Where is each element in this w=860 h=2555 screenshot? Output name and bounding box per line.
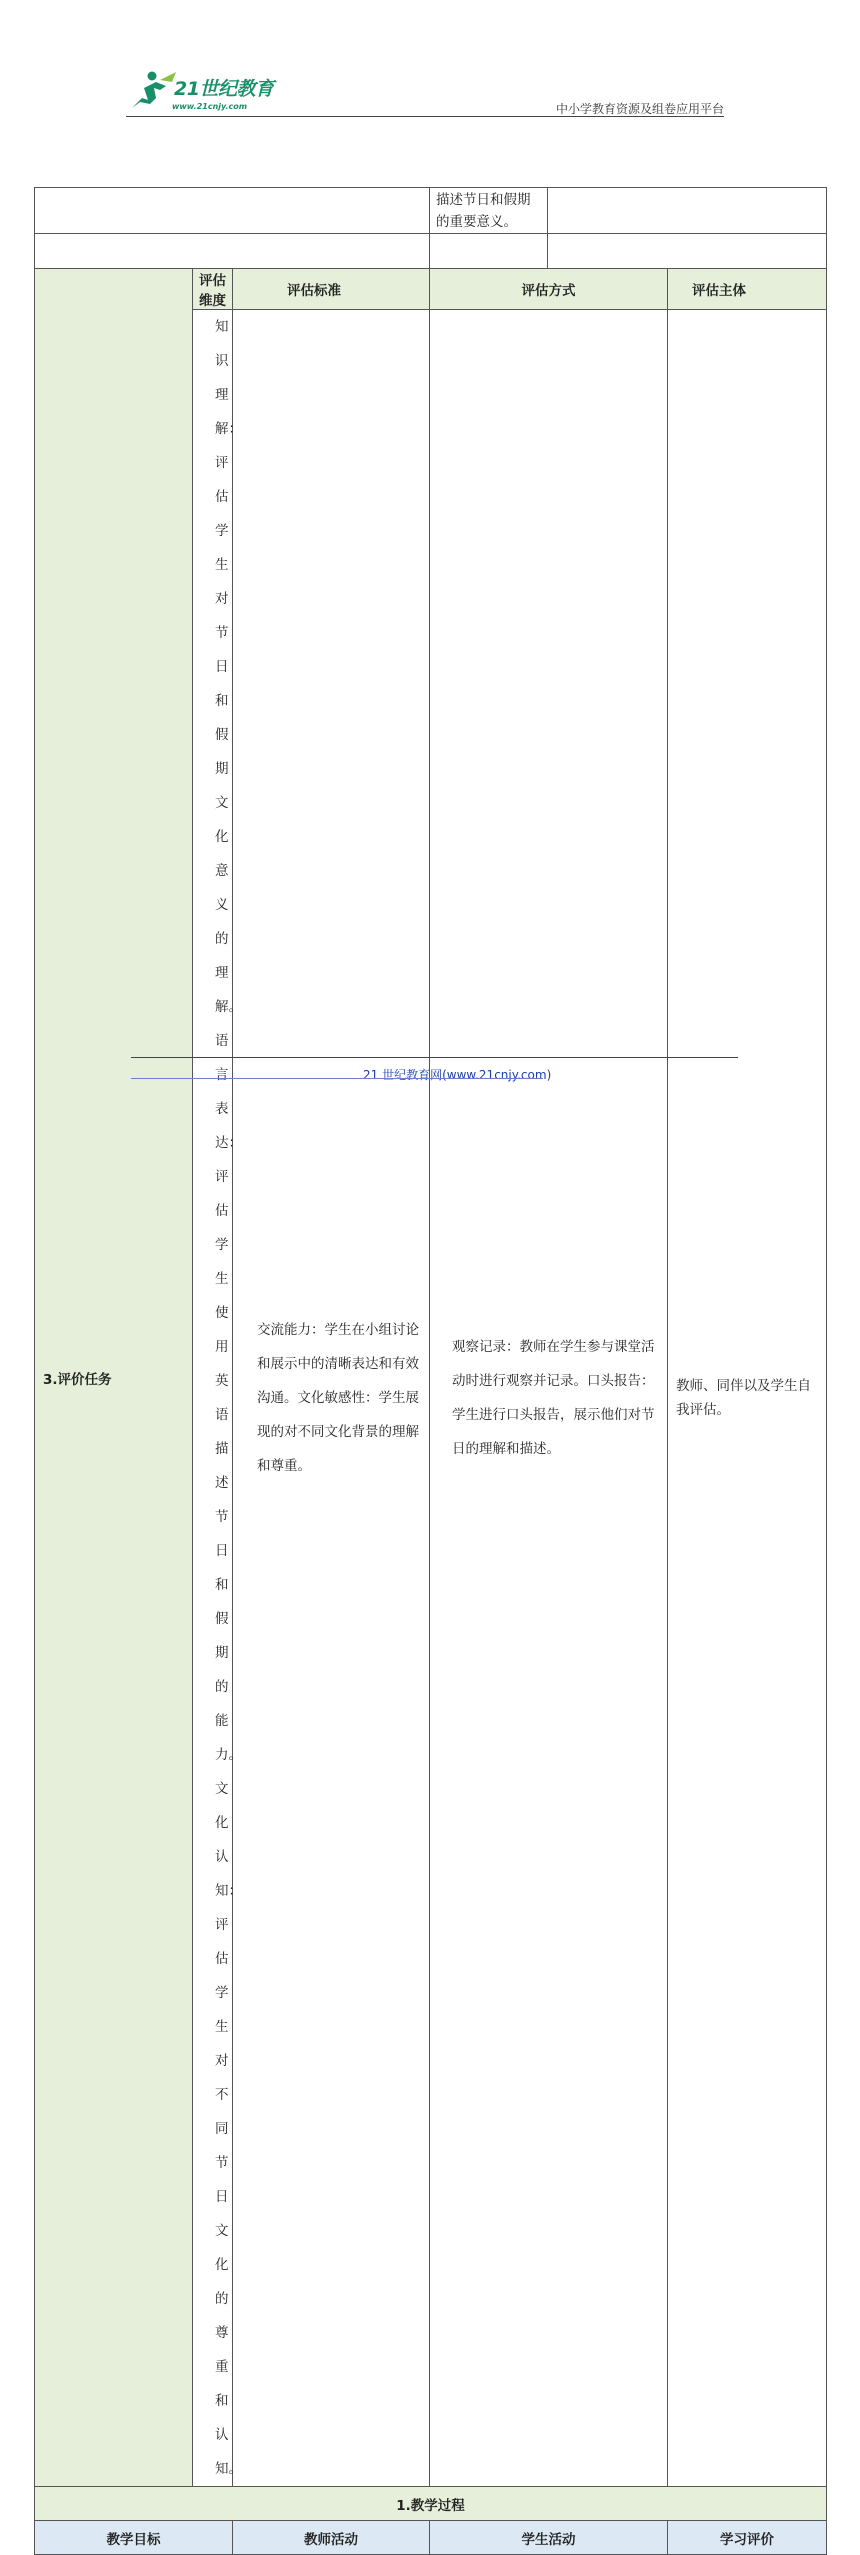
page-header [126,66,724,118]
header-learning-evaluation: 学习评价 [668,2521,827,2555]
lesson-table [34,187,827,2555]
table-cell [430,234,548,269]
table-row [35,2487,827,2521]
footer-link[interactable]: 21 世纪教育网(www.21cnjy.com) [363,1068,552,1082]
header-divider [126,116,724,117]
table-cell [548,188,827,234]
table-row [35,234,827,269]
method-cell [430,310,668,2487]
platform-title: 中小学教育资源及组卷应用平台 [555,102,724,116]
criteria-cell [233,310,430,2487]
header-goal: 教学目标 [35,2521,233,2555]
header-student-activity: 学生活动 [430,2521,668,2555]
teaching-process-title: 1.教学过程 [35,2487,827,2521]
eval-task-label [35,269,193,2487]
footer-link-underline [131,1078,543,1079]
table-row [35,188,827,234]
table-row [35,269,827,310]
header-dimension: 评估维度 [193,269,233,310]
table-row [35,2521,827,2555]
logo-text: 21世纪教育 [174,78,274,100]
subject-cell [668,310,827,2487]
table-cell [430,188,548,234]
logo [126,66,296,116]
dimension-cell [193,310,242,2487]
logo-url: www.21cnjy.com [172,102,248,111]
dimension-text: 知识理解：评估学生对节日和假期文化意义的理解。语言表达：评估学生使用英语描述节日和假期的能力。文化认知：评估学生对不同节日文化的尊重和认知。 [215,319,242,2477]
header-criteria: 评估标准 [233,269,430,310]
header-subject: 评估主体 [668,269,827,310]
footer-divider [131,1057,738,1058]
header-teacher-activity: 教师活动 [233,2521,430,2555]
table-cell [548,234,827,269]
header-method: 评估方式 [430,269,668,310]
criteria-text: 交流能力：学生在小组讨论和展示中的清晰表达和有效沟通。文化敏感性：学生展现的对不同文化背景的理解和尊重。 [257,1322,419,1474]
runner-logo-icon [126,70,178,114]
table-cell [35,234,430,269]
subject-text: 教师、同伴以及学生自我评估。 [676,1378,811,1418]
eval-task-text: 3.评价任务 [43,1371,112,1388]
goal-text: 描述节日和假期的重要意义。 [436,192,531,230]
method-text: 观察记录：教师在学生参与课堂活动时进行观察并记录。口头报告：学生进行口头报告，展示他们对节日的理解和描述。 [452,1339,655,1457]
table-cell [35,188,430,234]
